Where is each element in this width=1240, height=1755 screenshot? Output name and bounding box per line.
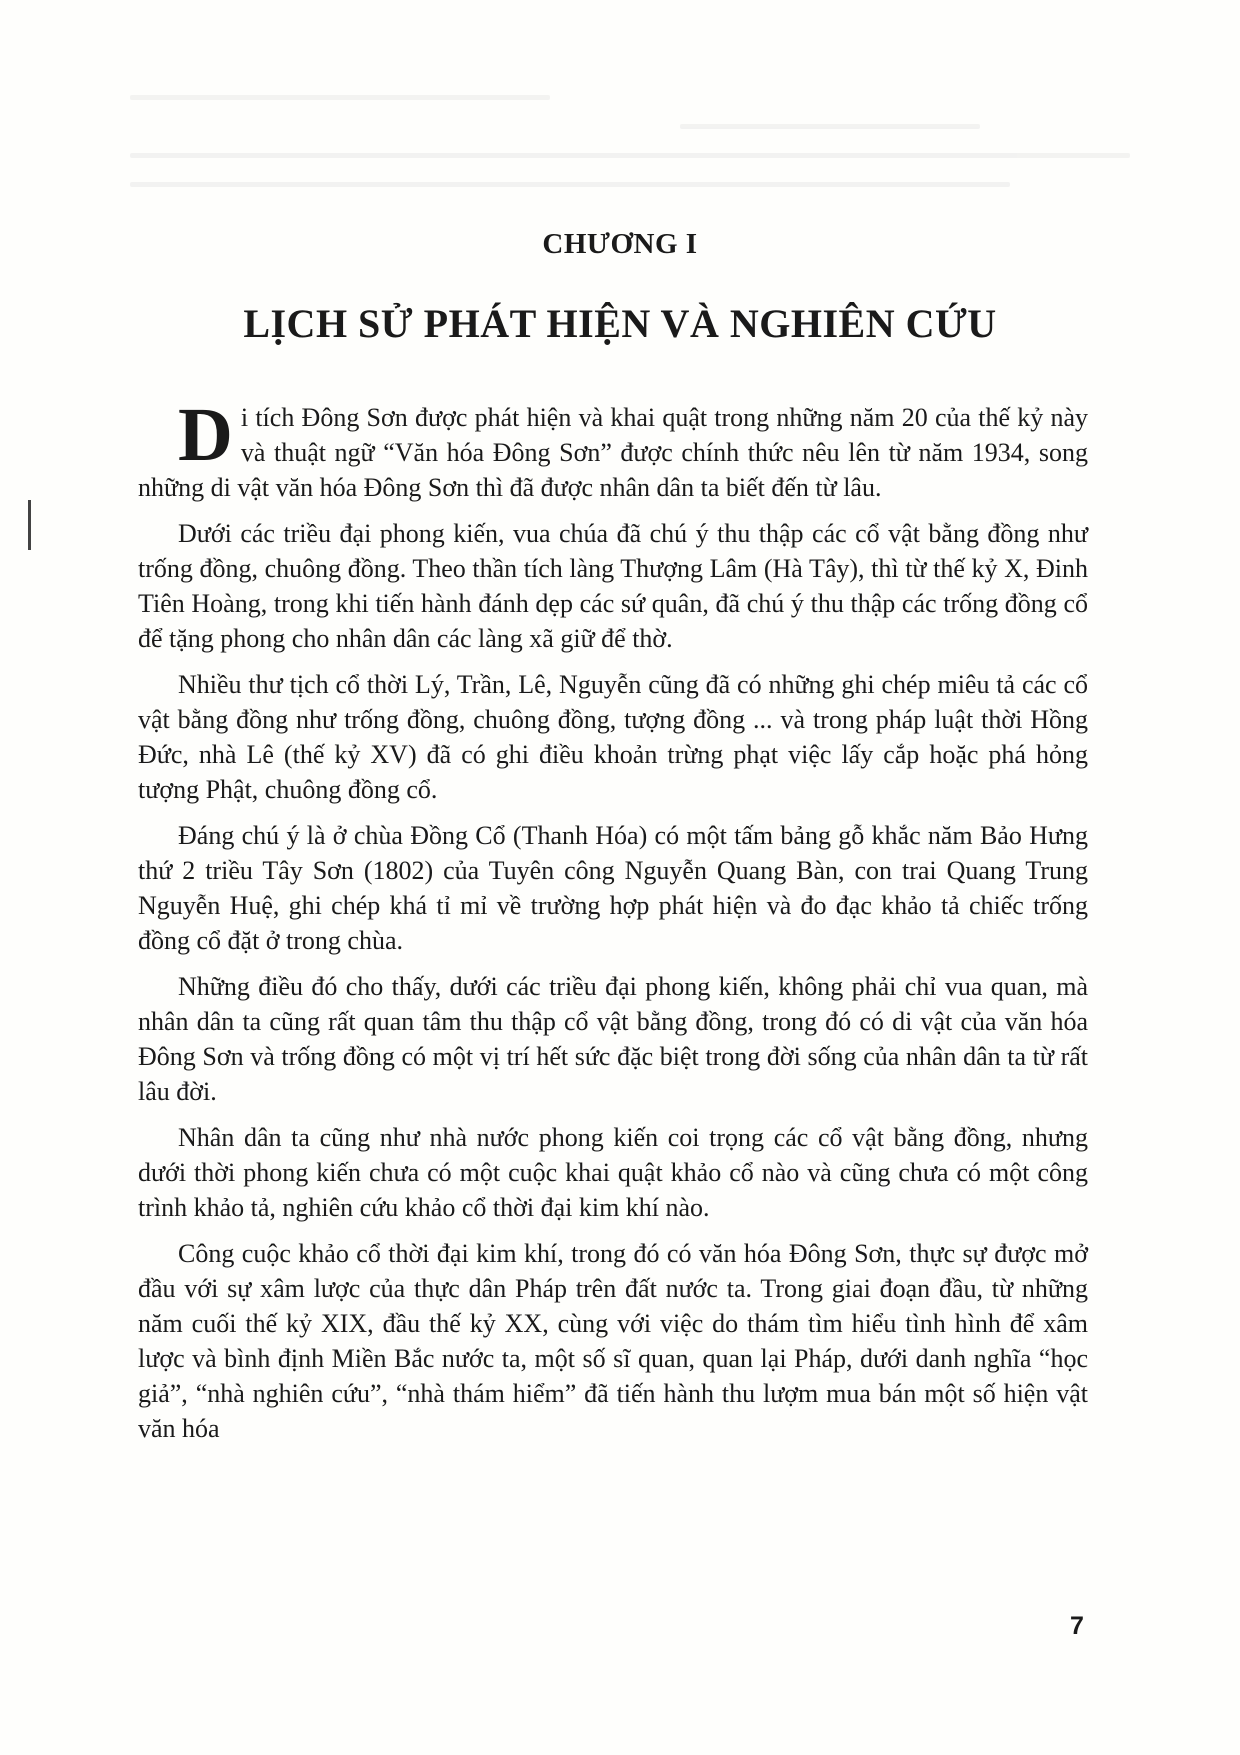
- drop-cap: D: [178, 393, 233, 477]
- paragraph: Đáng chú ý là ở chùa Đồng Cổ (Thanh Hóa) có một tấm bảng gỗ khắc năm Bảo Hưng thứ 2 triều Tây Sơn (1802) của Tuyên công Nguyễn Quang Bàn, con trai Quang Trung Nguyễn Huệ, ghi chép khá tỉ mỉ về trường hợp phát hiện và đo đạc khảo tả chiếc trống đồng cổ đặt ở trong chùa.: [138, 821, 1088, 955]
- paragraph: Nhiều thư tịch cổ thời Lý, Trần, Lê, Nguyễn cũng đã có những ghi chép miêu tả các cổ vật bằng đồng như trống đồng, chuông đồng, tượng đồng ... và trong pháp luật thời Hồng Đức, nhà Lê (thế kỷ XV) đã có ghi điều khoản trừng phạt việc lấy cắp hoặc phá hỏng tượng Phật, chuông đồng cổ.: [138, 670, 1088, 804]
- paragraph-text: i tích Đông Sơn được phát hiện và khai quật trong những năm 20 của thế kỷ này và thuật ngữ “Văn hóa Đông Sơn” được chính thức nêu lên từ năm 1934, song những di vật văn hóa Đông Sơn thì đã được nhân dân ta biết đến từ lâu.: [138, 403, 1088, 502]
- chapter-title: LỊCH SỬ PHÁT HIỆN VÀ NGHIÊN CỨU: [243, 301, 997, 346]
- show-through-text: [130, 95, 1130, 245]
- paragraph: Dưới các triều đại phong kiến, vua chúa đã chú ý thu thập các cổ vật bằng đồng như trống đồng, chuông đồng. Theo thần tích làng Thượng Lâm (Hà Tây), thì từ thế kỷ X, Đinh Tiên Hoàng, trong khi tiến hành đánh dẹp các sứ quân, đã chú ý thu thập các trống đồng cổ để tặng phong cho nhân dân các làng xã giữ để thờ.: [138, 519, 1088, 653]
- body-text: [138, 393, 1088, 1457]
- paragraph: Công cuộc khảo cổ thời đại kim khí, trong đó có văn hóa Đông Sơn, thực sự được mở đầu với sự xâm lược của thực dân Pháp trên đất nước ta. Trong giai đoạn đầu, từ những năm cuối thế kỷ XIX, đầu thế kỷ XX, cùng với việc do thám tìm hiểu tình hình để xâm lược và bình định Miền Bắc nước ta, một số sĩ quan, quan lại Pháp, dưới danh nghĩa “học giả”, “nhà nghiên cứu”, “nhà thám hiểm” đã tiến hành thu lượm mua bán một số hiện vật văn hóa: [138, 1239, 1088, 1443]
- paragraph: [138, 393, 1088, 505]
- page-number: 7: [1070, 1612, 1084, 1640]
- paragraph: Những điều đó cho thấy, dưới các triều đại phong kiến, không phải chỉ vua quan, mà nhân dân ta cũng rất quan tâm thu thập cổ vật bằng đồng, trong đó có di vật của văn hóa Đông Sơn và trống đồng có một vị trí hết sức đặc biệt trong đời sống của nhân dân ta từ rất lâu đời.: [138, 972, 1088, 1106]
- paragraph: Nhân dân ta cũng như nhà nước phong kiến coi trọng các cổ vật bằng đồng, nhưng dưới thời phong kiến chưa có một cuộc khai quật khảo cổ nào và cũng chưa có một công trình khảo tả, nghiên cứu khảo cổ thời đại kim khí nào.: [138, 1123, 1088, 1222]
- chapter-label: CHƯƠNG I: [542, 228, 698, 260]
- margin-mark: [28, 500, 31, 550]
